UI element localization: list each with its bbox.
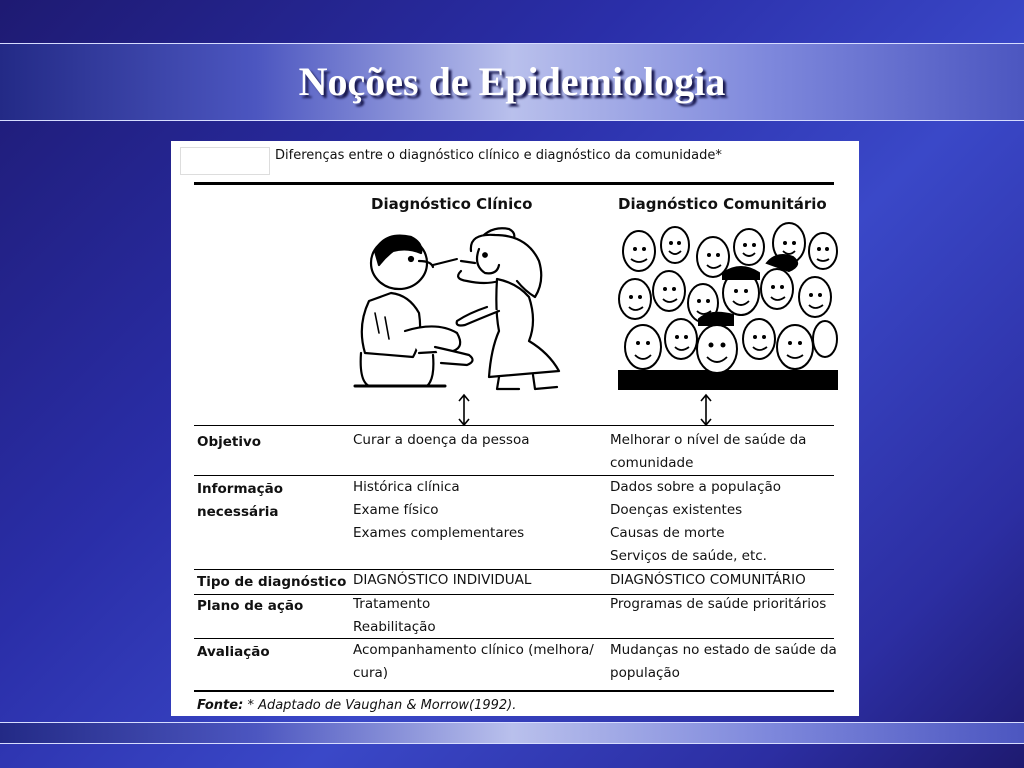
- double-arrow-icon: [458, 393, 470, 427]
- clinical-illustration: [349, 221, 589, 393]
- document-heading: Diferenças entre o diagnóstico clínico e diagnóstico da comunidade*: [275, 148, 722, 163]
- document-image: [171, 141, 859, 716]
- top-rule: [194, 182, 834, 185]
- cell-clinical-tipo: DIAGNÓSTICO INDIVIDUAL: [353, 572, 532, 588]
- table-rule: [194, 425, 834, 426]
- title-bar: [0, 43, 1024, 121]
- source-label: Fonte:: [197, 698, 244, 713]
- community-illustration: [617, 221, 839, 391]
- cell-community-plano: Programas de saúde prioritários: [610, 596, 827, 612]
- corner-box: [180, 147, 270, 175]
- column-header-community: Diagnóstico Comunitário: [618, 195, 827, 213]
- slide-title: Noções de Epidemiologia: [298, 59, 726, 104]
- source-text: * Adaptado de Vaughan & Morrow(1992).: [247, 698, 517, 713]
- cell-clinical-informacao: Histórica clínica Exame físico Exames complementares: [353, 479, 525, 541]
- bottom-bar: [0, 722, 1024, 744]
- row-label-avaliacao: Avaliação: [197, 644, 270, 660]
- double-arrow-icon: [700, 393, 712, 427]
- row-label-objetivo: Objetivo: [197, 434, 262, 450]
- cell-community-informacao: Dados sobre a população Doenças existentes Causas de morte Serviços de saúde, etc.: [610, 479, 782, 564]
- row-label-tipo: Tipo de diagnóstico: [197, 574, 347, 590]
- row-label-plano: Plano de ação: [197, 598, 304, 614]
- row-label-informacao: Informação necessária: [197, 481, 284, 520]
- source-note: [197, 698, 516, 713]
- cell-clinical-objetivo: Curar a doença da pessoa: [353, 432, 530, 448]
- cell-community-objetivo: Melhorar o nível de saúde da comunidade: [610, 432, 807, 471]
- column-header-clinical: Diagnóstico Clínico: [371, 195, 533, 213]
- cell-community-tipo: DIAGNÓSTICO COMUNITÁRIO: [610, 572, 806, 588]
- cell-clinical-avaliacao: Acompanhamento clínico (melhora/ cura): [353, 642, 594, 681]
- table-bottom-rule: [194, 690, 834, 692]
- cell-clinical-plano: Tratamento Reabilitação: [353, 596, 436, 635]
- cell-community-avaliacao: Mudanças no estado de saúde da população: [610, 642, 837, 681]
